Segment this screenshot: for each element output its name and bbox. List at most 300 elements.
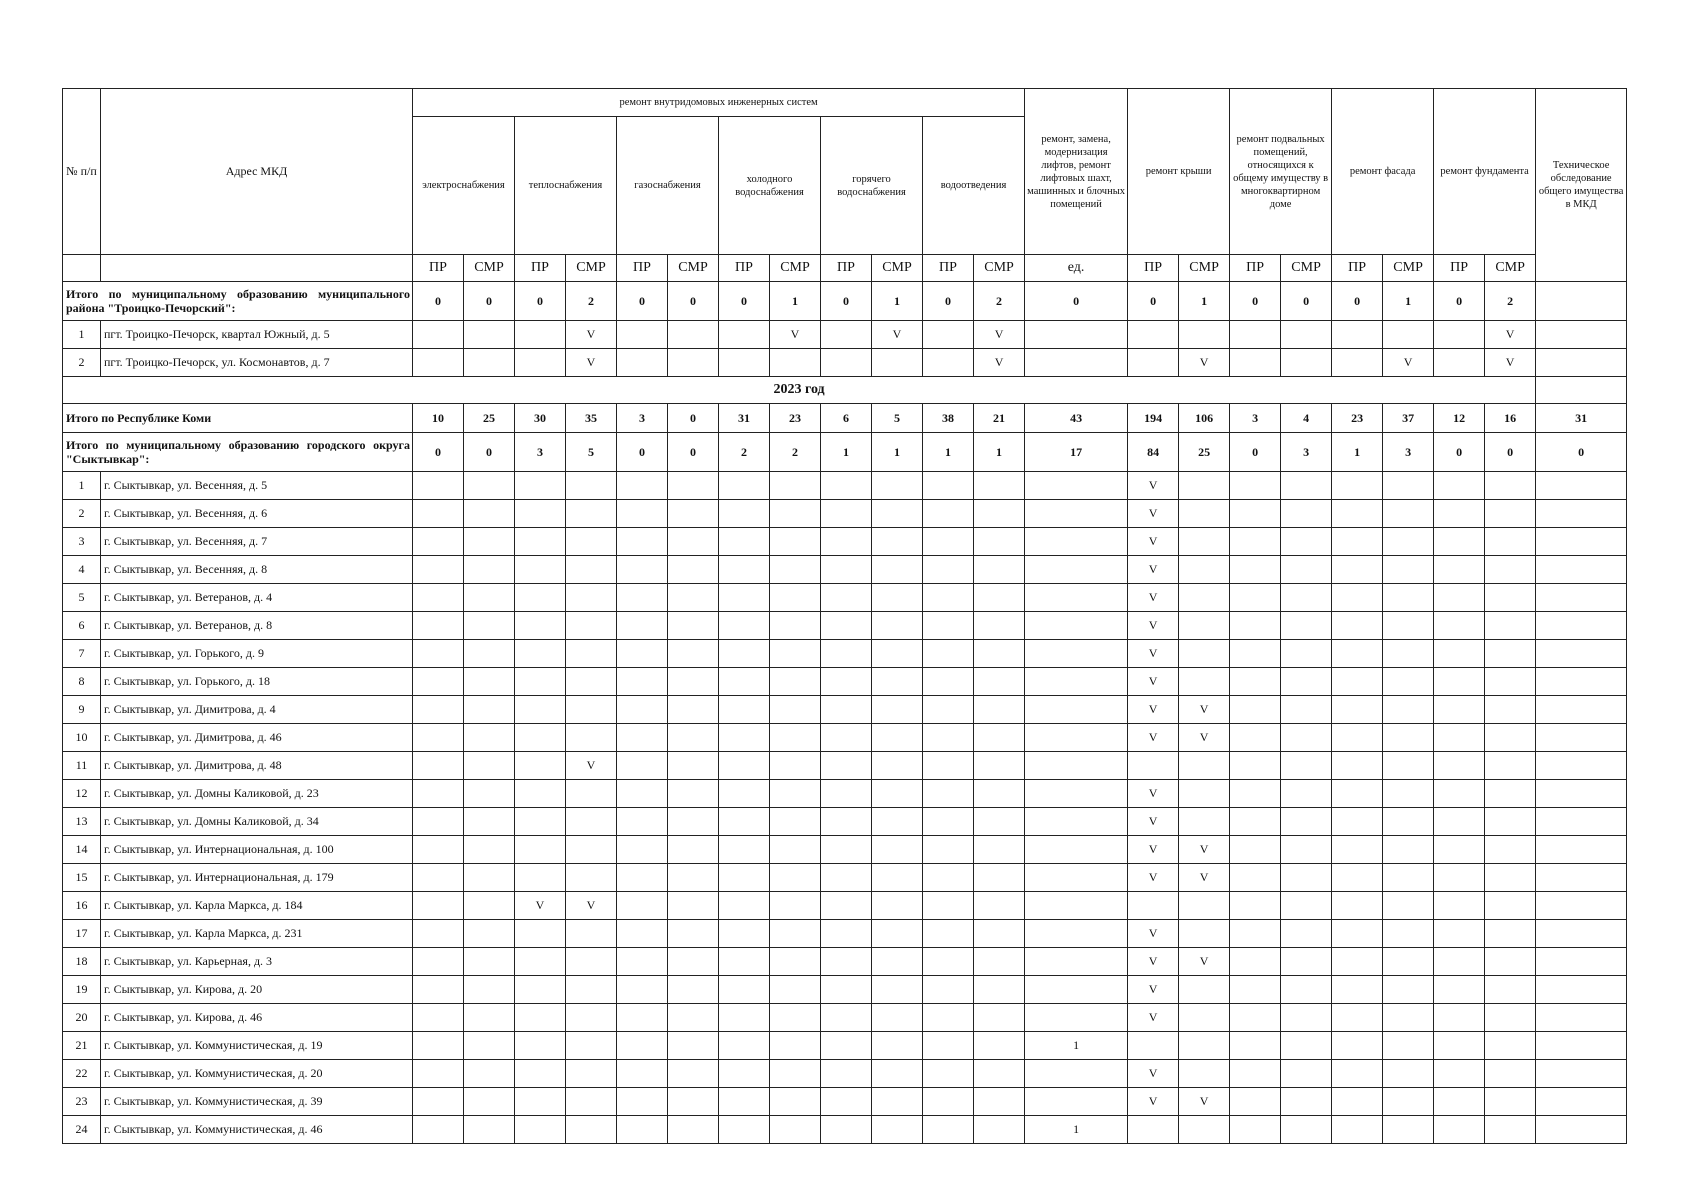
row-value: V	[566, 349, 617, 377]
row-value: V	[1128, 808, 1179, 836]
table-body	[63, 282, 1627, 1144]
row-value	[413, 584, 464, 612]
sub-header-pr: ПР	[719, 255, 770, 282]
row-value	[515, 640, 566, 668]
row-value	[515, 920, 566, 948]
sub-header-smr: СМР	[566, 255, 617, 282]
row-value	[719, 752, 770, 780]
row-value	[464, 976, 515, 1004]
row-value	[1230, 1116, 1281, 1144]
row-value	[617, 556, 668, 584]
row-value	[1434, 612, 1485, 640]
total-value: 6	[821, 404, 872, 433]
table-row	[63, 472, 1627, 500]
row-value	[515, 976, 566, 1004]
row-value	[821, 612, 872, 640]
year-row-blank	[1536, 377, 1627, 404]
row-address: г. Сыктывкар, ул. Кирова, д. 20	[101, 976, 413, 1004]
total-value: 0	[1281, 282, 1332, 321]
row-value	[464, 1088, 515, 1116]
row-value	[464, 640, 515, 668]
row-value	[413, 1116, 464, 1144]
row-value	[1332, 920, 1383, 948]
row-value	[1485, 500, 1536, 528]
total-value: 1	[770, 282, 821, 321]
row-value	[617, 808, 668, 836]
row-value	[464, 836, 515, 864]
row-address: г. Сыктывкар, ул. Димитрова, д. 46	[101, 724, 413, 752]
row-value	[719, 920, 770, 948]
row-value: V	[1383, 349, 1434, 377]
row-value	[668, 349, 719, 377]
row-value	[821, 1116, 872, 1144]
row-value	[1332, 808, 1383, 836]
row-value	[515, 780, 566, 808]
row-value	[1536, 864, 1627, 892]
row-value	[464, 724, 515, 752]
col-facade-header: ремонт фасада	[1332, 89, 1434, 255]
row-value	[617, 976, 668, 1004]
row-value	[1485, 836, 1536, 864]
row-value	[1536, 584, 1627, 612]
row-value	[617, 696, 668, 724]
row-value	[1434, 696, 1485, 724]
sub-header-pr: ПР	[413, 255, 464, 282]
row-value: V	[1128, 948, 1179, 976]
row-value: V	[515, 892, 566, 920]
row-value	[821, 528, 872, 556]
row-value	[1383, 976, 1434, 1004]
row-value	[1485, 1060, 1536, 1088]
total-value: 0	[668, 282, 719, 321]
row-value	[974, 1004, 1025, 1032]
sub-header-smr: СМР	[668, 255, 719, 282]
row-value	[668, 556, 719, 584]
total-value: 0	[413, 433, 464, 472]
row-number: 23	[63, 1088, 101, 1116]
row-value	[821, 584, 872, 612]
table-row	[63, 976, 1627, 1004]
row-value	[617, 1004, 668, 1032]
row-value	[1179, 668, 1230, 696]
row-value	[668, 976, 719, 1004]
row-value	[872, 584, 923, 612]
row-value: V	[974, 349, 1025, 377]
total-value: 0	[1536, 433, 1627, 472]
table-row	[63, 724, 1627, 752]
row-value	[821, 948, 872, 976]
row-value: V	[1128, 528, 1179, 556]
row-value	[413, 892, 464, 920]
row-value	[1179, 640, 1230, 668]
row-value	[1281, 1032, 1332, 1060]
row-value	[872, 1088, 923, 1116]
row-value	[464, 948, 515, 976]
row-value	[1281, 864, 1332, 892]
table-row	[63, 668, 1627, 696]
row-value	[923, 976, 974, 1004]
row-value	[872, 640, 923, 668]
row-value	[872, 780, 923, 808]
row-value	[821, 500, 872, 528]
row-value: V	[1179, 1088, 1230, 1116]
row-value	[515, 724, 566, 752]
row-value	[566, 640, 617, 668]
row-value	[1025, 528, 1128, 556]
col-heating-header: теплоснабжения	[515, 117, 617, 255]
row-value	[464, 584, 515, 612]
row-value	[464, 1116, 515, 1144]
row-value	[923, 640, 974, 668]
capital-repair-plan-sheet	[62, 88, 1624, 1144]
row-value	[1485, 472, 1536, 500]
row-value	[464, 780, 515, 808]
table-row	[63, 1116, 1627, 1144]
row-value	[1332, 892, 1383, 920]
row-value	[464, 556, 515, 584]
row-value	[1536, 556, 1627, 584]
row-value	[1332, 1116, 1383, 1144]
row-value	[1281, 836, 1332, 864]
row-value	[1536, 1032, 1627, 1060]
row-value	[1332, 752, 1383, 780]
row-value	[1485, 640, 1536, 668]
row-value	[719, 556, 770, 584]
row-value	[1332, 612, 1383, 640]
row-value	[770, 752, 821, 780]
table-row	[63, 696, 1627, 724]
row-value	[668, 321, 719, 349]
row-value	[1281, 1116, 1332, 1144]
row-value	[719, 892, 770, 920]
row-value	[1179, 1032, 1230, 1060]
row-value	[872, 668, 923, 696]
total-value: 12	[1434, 404, 1485, 433]
row-value	[1536, 1088, 1627, 1116]
row-value	[719, 1060, 770, 1088]
row-value	[770, 612, 821, 640]
total-value: 0	[668, 404, 719, 433]
col-num-header: № п/п	[63, 89, 101, 255]
row-value	[923, 612, 974, 640]
row-value	[1383, 1032, 1434, 1060]
row-value	[566, 556, 617, 584]
row-value	[872, 1004, 923, 1032]
row-value	[1536, 976, 1627, 1004]
row-value	[821, 349, 872, 377]
row-value	[464, 752, 515, 780]
row-value	[821, 321, 872, 349]
row-value	[821, 1004, 872, 1032]
total-value: 1	[1332, 433, 1383, 472]
row-value	[668, 528, 719, 556]
row-value	[1332, 1060, 1383, 1088]
row-value	[566, 528, 617, 556]
row-value	[1230, 920, 1281, 948]
row-value	[1025, 724, 1128, 752]
row-value	[1281, 472, 1332, 500]
row-value	[668, 668, 719, 696]
total-value: 1	[923, 433, 974, 472]
row-value	[719, 668, 770, 696]
row-value	[668, 920, 719, 948]
row-value	[1332, 780, 1383, 808]
row-value	[617, 948, 668, 976]
row-value	[770, 349, 821, 377]
row-value	[617, 640, 668, 668]
row-value	[1179, 808, 1230, 836]
row-value	[1383, 892, 1434, 920]
row-value	[1281, 920, 1332, 948]
row-value	[1434, 500, 1485, 528]
total-value: 1	[1383, 282, 1434, 321]
row-address: г. Сыктывкар, ул. Коммунистическая, д. 19	[101, 1032, 413, 1060]
row-value	[413, 349, 464, 377]
total-value: 0	[1230, 282, 1281, 321]
row-value	[617, 528, 668, 556]
table-row	[63, 864, 1627, 892]
col-roof-header: ремонт крыши	[1128, 89, 1230, 255]
row-number: 11	[63, 752, 101, 780]
row-address: г. Сыктывкар, ул. Горького, д. 18	[101, 668, 413, 696]
row-value	[974, 1088, 1025, 1116]
row-value	[413, 472, 464, 500]
row-value	[1230, 612, 1281, 640]
sub-header-smr: СМР	[1281, 255, 1332, 282]
row-value: V	[1128, 668, 1179, 696]
row-value	[1332, 1004, 1383, 1032]
total-label: Итого по муниципальному образованию городского округа "Сыктывкар":	[63, 433, 413, 472]
row-value	[974, 696, 1025, 724]
row-value	[617, 920, 668, 948]
row-value	[515, 1116, 566, 1144]
table-row	[63, 1088, 1627, 1116]
row-value	[1281, 1088, 1332, 1116]
row-value	[413, 612, 464, 640]
row-value	[821, 976, 872, 1004]
row-value: V	[1128, 696, 1179, 724]
row-value	[617, 584, 668, 612]
row-value	[1536, 808, 1627, 836]
row-value	[1485, 920, 1536, 948]
row-value	[1230, 1088, 1281, 1116]
row-value	[872, 556, 923, 584]
table-row	[63, 321, 1627, 349]
row-value: V	[1179, 696, 1230, 724]
row-number: 12	[63, 780, 101, 808]
row-value	[719, 528, 770, 556]
row-value	[515, 668, 566, 696]
row-value	[1434, 920, 1485, 948]
row-number: 19	[63, 976, 101, 1004]
row-value	[974, 892, 1025, 920]
row-value	[566, 612, 617, 640]
row-value	[719, 836, 770, 864]
row-value	[668, 696, 719, 724]
row-value	[1230, 864, 1281, 892]
row-value	[617, 724, 668, 752]
row-value	[1025, 612, 1128, 640]
total-row	[63, 282, 1627, 321]
row-value	[668, 1116, 719, 1144]
row-value	[1281, 668, 1332, 696]
row-address: г. Сыктывкар, ул. Весенняя, д. 8	[101, 556, 413, 584]
row-address: г. Сыктывкар, ул. Карьерная, д. 3	[101, 948, 413, 976]
row-value: V	[770, 321, 821, 349]
row-value: V	[566, 752, 617, 780]
col-gas-header: газоснабжения	[617, 117, 719, 255]
row-number: 1	[63, 472, 101, 500]
row-value	[821, 472, 872, 500]
row-value	[974, 920, 1025, 948]
row-value	[974, 1032, 1025, 1060]
row-value	[1485, 1032, 1536, 1060]
row-value	[974, 808, 1025, 836]
row-value	[923, 528, 974, 556]
row-value: V	[1128, 976, 1179, 1004]
row-number: 8	[63, 668, 101, 696]
row-value	[464, 1060, 515, 1088]
row-address: г. Сыктывкар, ул. Горького, д. 9	[101, 640, 413, 668]
row-value	[1485, 584, 1536, 612]
row-value	[413, 864, 464, 892]
row-value	[719, 1116, 770, 1144]
row-value	[1281, 976, 1332, 1004]
row-value	[1230, 584, 1281, 612]
total-value: 3	[1383, 433, 1434, 472]
row-value	[1025, 1060, 1128, 1088]
row-value	[515, 500, 566, 528]
row-address: г. Сыктывкар, ул. Карла Маркса, д. 184	[101, 892, 413, 920]
row-value	[923, 584, 974, 612]
row-value	[1383, 752, 1434, 780]
row-value	[821, 724, 872, 752]
total-value: 0	[1128, 282, 1179, 321]
row-value	[1383, 724, 1434, 752]
row-value	[1281, 640, 1332, 668]
col-address-header: Адрес МКД	[101, 89, 413, 255]
row-value	[923, 1060, 974, 1088]
total-value: 0	[1025, 282, 1128, 321]
row-value	[974, 864, 1025, 892]
row-value	[821, 836, 872, 864]
sub-header-smr: СМР	[1485, 255, 1536, 282]
row-value	[923, 752, 974, 780]
row-value	[1179, 1116, 1230, 1144]
row-value	[1179, 1060, 1230, 1088]
row-value	[1485, 528, 1536, 556]
row-value	[566, 836, 617, 864]
total-value: 30	[515, 404, 566, 433]
row-value	[668, 864, 719, 892]
row-value	[872, 612, 923, 640]
sub-header-pr: ПР	[515, 255, 566, 282]
row-value	[872, 976, 923, 1004]
row-value	[1332, 640, 1383, 668]
row-value	[1383, 696, 1434, 724]
row-value	[464, 500, 515, 528]
row-value	[515, 1088, 566, 1116]
col-inspection-header: Техническое обследование общего имущества в МКД	[1536, 89, 1627, 282]
row-value	[872, 1032, 923, 1060]
row-value	[566, 780, 617, 808]
row-value	[1383, 920, 1434, 948]
year-row	[63, 377, 1627, 404]
row-value	[1332, 500, 1383, 528]
row-value	[515, 556, 566, 584]
row-value	[1230, 668, 1281, 696]
year-label: 2023 год	[63, 377, 1536, 404]
row-address: г. Сыктывкар, ул. Ветеранов, д. 8	[101, 612, 413, 640]
total-label: Итого по муниципальному образованию муниципального района "Троицко-Печорский":	[63, 282, 413, 321]
total-value: 0	[1332, 282, 1383, 321]
row-value	[1025, 500, 1128, 528]
row-value	[1383, 1116, 1434, 1144]
row-address: пгт. Троицко-Печорск, ул. Космонавтов, д. 7	[101, 349, 413, 377]
row-value	[515, 612, 566, 640]
row-value	[464, 612, 515, 640]
row-value	[1485, 780, 1536, 808]
row-value	[413, 920, 464, 948]
total-value: 0	[1434, 282, 1485, 321]
row-value	[668, 612, 719, 640]
row-value	[413, 836, 464, 864]
row-value	[1332, 696, 1383, 724]
row-value	[617, 1032, 668, 1060]
row-value	[566, 920, 617, 948]
row-value	[1485, 1116, 1536, 1144]
row-value	[1230, 976, 1281, 1004]
total-value: 5	[566, 433, 617, 472]
row-value	[1332, 724, 1383, 752]
row-value	[1536, 640, 1627, 668]
row-value	[1536, 920, 1627, 948]
row-value	[464, 668, 515, 696]
row-value	[1434, 724, 1485, 752]
table-row	[63, 1032, 1627, 1060]
row-value	[1332, 584, 1383, 612]
row-value	[872, 1060, 923, 1088]
total-value: 2	[566, 282, 617, 321]
row-value: V	[1179, 864, 1230, 892]
row-value	[821, 696, 872, 724]
row-value	[974, 1116, 1025, 1144]
row-value	[770, 836, 821, 864]
total-value: 31	[719, 404, 770, 433]
row-value	[1434, 808, 1485, 836]
row-value	[1485, 612, 1536, 640]
total-value: 106	[1179, 404, 1230, 433]
row-value	[1485, 892, 1536, 920]
row-value	[821, 556, 872, 584]
row-value: V	[1128, 1088, 1179, 1116]
sub-header-pr: ПР	[617, 255, 668, 282]
row-value	[1485, 668, 1536, 696]
row-value: V	[872, 321, 923, 349]
row-value	[1179, 321, 1230, 349]
row-value: V	[1128, 472, 1179, 500]
row-value	[1025, 948, 1128, 976]
row-value	[1230, 500, 1281, 528]
row-value	[617, 892, 668, 920]
row-value	[974, 752, 1025, 780]
row-value	[1230, 780, 1281, 808]
total-row	[63, 404, 1627, 433]
row-number: 1	[63, 321, 101, 349]
row-value	[770, 892, 821, 920]
row-value	[566, 864, 617, 892]
row-value	[1025, 584, 1128, 612]
